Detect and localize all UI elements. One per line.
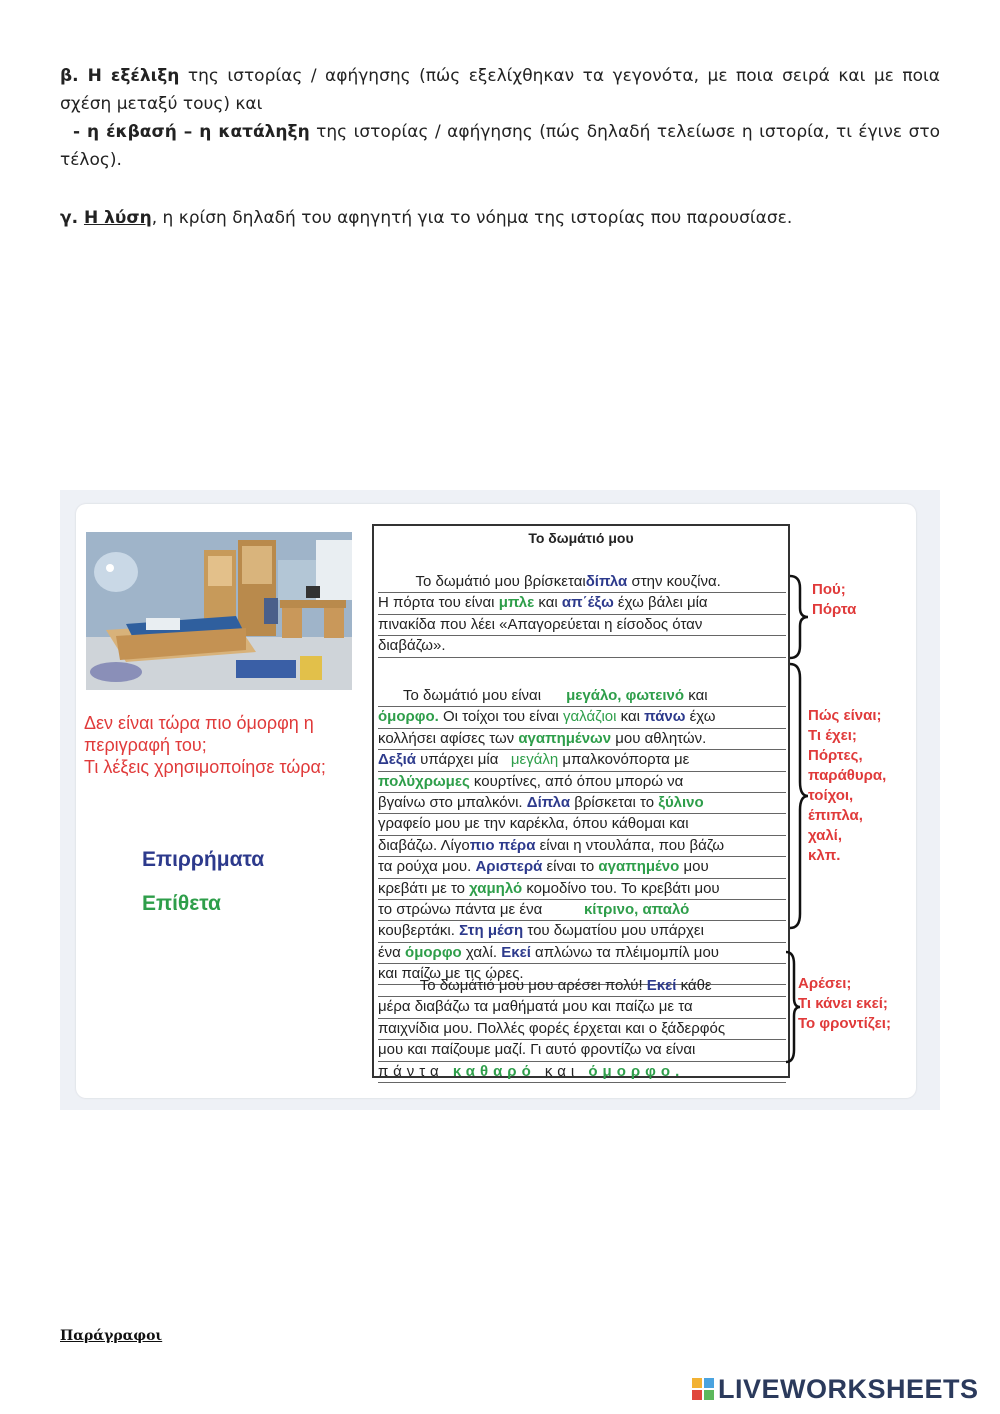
essay-line: Το δωμάτιό μου είναι μεγάλο, φωτεινό και [378, 686, 786, 707]
essay-line: διαβάζω. Λίγοπιο πέρα είναι η ντουλάπα, που βάζω [378, 836, 786, 857]
paragraph-b [60, 62, 940, 118]
room-illustration [86, 532, 352, 690]
essay-line: παιχνίδια μου. Πολλές φορές έρχεται και ο ξάδερφός [378, 1019, 786, 1040]
essay-line: Το δωμάτιό μου βρίσκεταιδίπλα στην κουζίνα. [378, 572, 786, 593]
question-line: Δεν είναι τώρα πιο όμορφη η [84, 713, 314, 733]
essay-line: κουβερτάκι. Στη μέση του δωματίου μου υπάρχει [378, 921, 786, 942]
figure-frame [60, 490, 940, 1110]
essay-box [372, 524, 790, 1078]
essay-paragraph-3 [378, 976, 786, 1083]
essay-line: όμορφο. Οι τοίχοι του είναι γαλάζιοι και πάνω έχω [378, 707, 786, 728]
essay-paragraph-2 [378, 686, 786, 985]
essay-line: Η πόρτα του είναι μπλε και απ΄έξω έχω βάλει μία [378, 593, 786, 614]
note-where: Πού; Πόρτα [812, 581, 857, 618]
room-photo [86, 532, 352, 690]
paragraph-b-outcome-text: της ιστορίας / αφήγησης (πώς δηλαδή τελείωσε η ιστορία, τι έγινε στο τέλος). [60, 122, 940, 170]
adjectives-label: Επίθετα [142, 892, 221, 915]
paragraph-b-outcome-label: - η έκβασή – η κατάληξη [72, 122, 310, 142]
essay-line: πάντα καθαρό και όμορφο. [378, 1062, 786, 1083]
paragraph-g-label: Η λύση [83, 208, 152, 228]
paragraph-b-text: της ιστορίας / αφήγησης (πώς εξελίχθηκαν τα γεγονότα, με ποια σειρά και με ποια σχέση μεταξύ τους) και [60, 66, 940, 114]
essay-line: τα ρούχα μου. Αριστερά είναι το αγαπημένο μου [378, 857, 786, 878]
paragraph-g-prefix: γ. [60, 208, 84, 228]
essay-line: πινακίδα που λέει «Απαγορεύεται η είσοδος όταν [378, 615, 786, 636]
note-likes: Αρέσει; Τι κάνει εκεί; Το φροντίζει; [798, 975, 891, 1032]
essay-line: βγαίνω στο μπαλκόνι. Δίπλα βρίσκεται το ξύλινο [378, 793, 786, 814]
essay-line: το στρώνω πάντα με ένα κίτρινο, απαλό [378, 900, 786, 921]
brace-1 [788, 574, 812, 660]
brand-text: LIVEWORKSHEETS [718, 1373, 979, 1404]
essay-line: Το δωμάτιό μου μου αρέσει πολύ! Εκεί κάθε [378, 976, 786, 997]
note-how: Πώς είναι; Τι έχει; Πόρτες, παράθυρα, τοίχοι, έπιπλα, χαλί, κλπ. [808, 707, 887, 864]
essay-line: γραφείο μου με την καρέκλα, όπου κάθομαι και [378, 814, 786, 835]
essay-line: κρεβάτι με το χαμηλό κομοδίνο του. Το κρεβάτι μου [378, 879, 786, 900]
liveworksheets-icon [692, 1378, 714, 1400]
essay-line: Δεξιά υπάρχει μία μεγάλη μπαλκονόπορτα με [378, 750, 786, 771]
section-heading: Παράγραφοι [60, 1328, 163, 1344]
essay-line: ένα όμορφο χαλί. Εκεί απλώνω τα πλέιμομπίλ μου [378, 943, 786, 964]
question-line: Τι λέξεις χρησιμοποίησε τώρα; [84, 757, 326, 777]
essay-line: διαβάζω». [378, 636, 786, 657]
paragraph-g-text: , η κρίση δηλαδή του αφηγητή για το νόημα της ιστορίας που παρουσίασε. [151, 208, 793, 228]
essay-line: και παίζω με τις ώρες. [378, 964, 786, 985]
essay-line: κολλήσει αφίσες των αγαπημένων μου αθλητών. [378, 729, 786, 750]
adverbs-label: Επιρρήματα [142, 848, 265, 871]
figure-card [76, 504, 916, 1098]
essay-line: μου και παίζουμε μαζί. Γι αυτό φροντίζω να είναι [378, 1040, 786, 1061]
essay-paragraph-1 [378, 572, 786, 658]
paragraph-b-label: β. Η εξέλιξη [60, 66, 180, 86]
question-line: περιγραφή του; [84, 735, 207, 755]
paragraph-g [60, 204, 940, 232]
brand-logo [692, 1374, 979, 1404]
essay-line: πολύχρωμες κουρτίνες, από όπου μπορώ να [378, 772, 786, 793]
essay-title: Το δωμάτιό μου [528, 530, 634, 546]
paragraph-b-outcome [60, 118, 940, 174]
essay-line: μέρα διαβάζω τα μαθήματά μου και παίζω με τα [378, 997, 786, 1018]
question-text [84, 712, 364, 778]
